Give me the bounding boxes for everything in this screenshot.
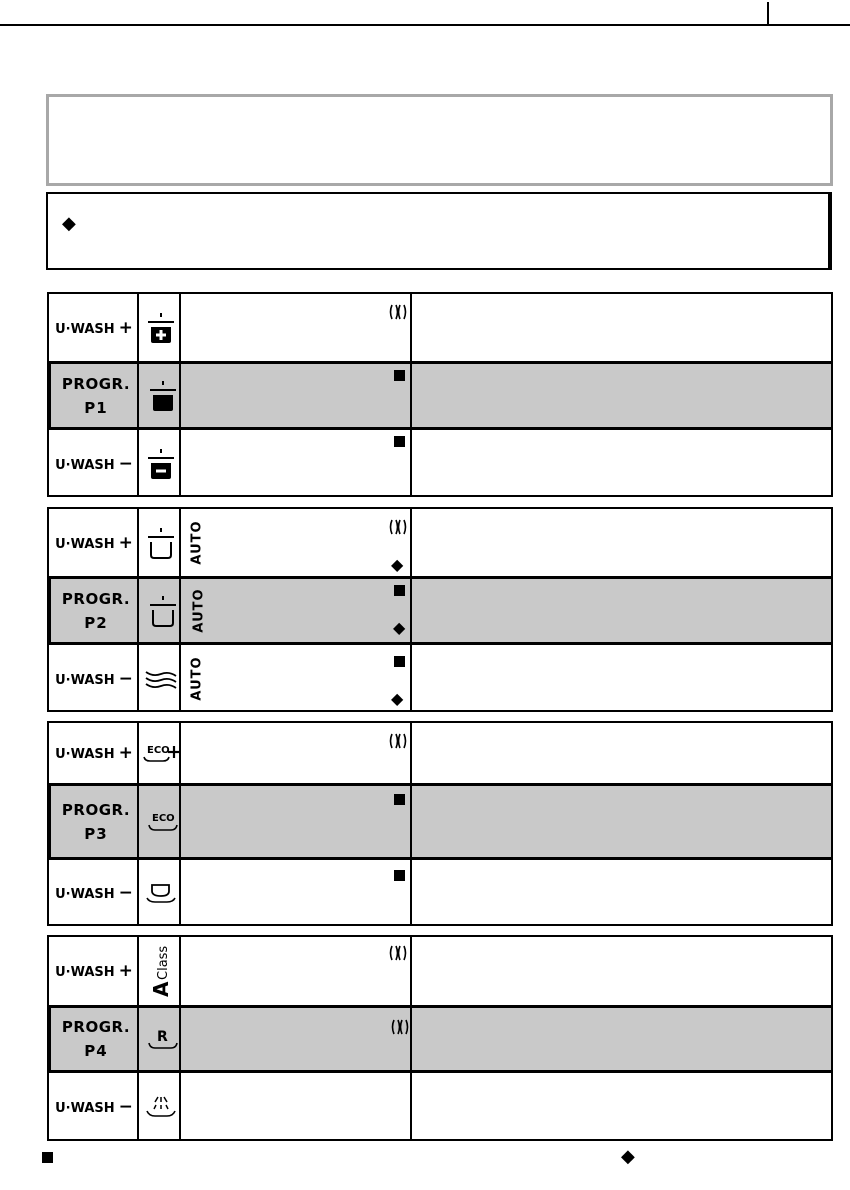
table-row[interactable]	[49, 723, 831, 783]
program-group-p2	[47, 507, 833, 712]
wave-icon	[391, 1018, 409, 1036]
pot-minus-icon	[141, 430, 181, 497]
svg-text:ECO: ECO	[147, 745, 170, 756]
option-label: U·WASH −	[55, 453, 133, 474]
svg-text:ECO: ECO	[152, 812, 175, 824]
svg-text:A: A	[149, 981, 173, 997]
diamond-marker: ◆	[391, 691, 404, 708]
table-row[interactable]	[49, 294, 831, 361]
program-label: PROGR. P2	[61, 589, 131, 632]
table-row[interactable]	[49, 576, 831, 645]
wave-icon	[389, 944, 407, 962]
pot-plus-icon	[141, 294, 181, 361]
program-group-p3	[47, 721, 833, 926]
option-label: U·WASH −	[55, 1097, 133, 1117]
cup-icon	[141, 860, 181, 926]
auto-label: AUTO	[191, 588, 207, 633]
program-group-p1	[47, 292, 833, 497]
eco-icon	[143, 786, 183, 857]
diamond-marker: ◆	[391, 557, 404, 574]
auto-label: AUTO	[189, 520, 205, 565]
table-row[interactable]	[49, 361, 831, 430]
shower-icon	[141, 1073, 181, 1141]
diamond-marker: ◆	[393, 620, 406, 637]
square-marker	[394, 870, 405, 881]
option-label: U·WASH +	[55, 961, 133, 981]
option-label: U·WASH +	[55, 532, 133, 553]
legend-diamond-marker: ◆	[621, 1146, 635, 1166]
table-row[interactable]	[49, 1073, 831, 1141]
rinse-icon	[143, 1008, 183, 1070]
option-label: U·WASH −	[55, 883, 133, 903]
program-label: PROGR. P1	[61, 374, 131, 417]
a-class-icon	[141, 937, 181, 1005]
table-row[interactable]	[49, 1005, 831, 1073]
pot-filled-icon	[143, 364, 183, 427]
square-marker	[394, 656, 405, 667]
option-label: U·WASH +	[55, 317, 133, 338]
table-row[interactable]	[49, 860, 831, 926]
table-row[interactable]	[49, 430, 831, 497]
wave-icon	[389, 518, 407, 536]
wave-icon	[389, 303, 407, 321]
table-row[interactable]	[49, 645, 831, 712]
pot-outline-icon	[141, 509, 181, 576]
program-label: PROGR. P3	[61, 800, 131, 843]
svg-text:Class: Class	[156, 945, 171, 980]
wave-icon	[389, 732, 407, 750]
table-row[interactable]	[49, 937, 831, 1005]
auto-label: AUTO	[189, 656, 205, 701]
svg-text:R: R	[157, 1029, 168, 1045]
program-group-p4	[47, 935, 833, 1141]
square-marker	[394, 370, 405, 381]
square-marker	[394, 794, 405, 805]
info-box	[46, 94, 833, 186]
square-marker	[394, 436, 405, 447]
waves-icon	[141, 645, 181, 712]
top-rule	[0, 0, 850, 60]
table-row[interactable]	[49, 509, 831, 576]
note-box	[46, 192, 832, 270]
diamond-marker: ◆	[62, 213, 76, 233]
eco-plus-icon	[141, 723, 181, 783]
legend-square-marker	[42, 1152, 53, 1163]
program-label: PROGR. P4	[61, 1018, 131, 1060]
square-marker	[394, 585, 405, 596]
pot-outline-icon	[143, 579, 183, 642]
option-label: U·WASH +	[55, 743, 133, 763]
option-label: U·WASH −	[55, 668, 133, 689]
table-row[interactable]	[49, 783, 831, 860]
